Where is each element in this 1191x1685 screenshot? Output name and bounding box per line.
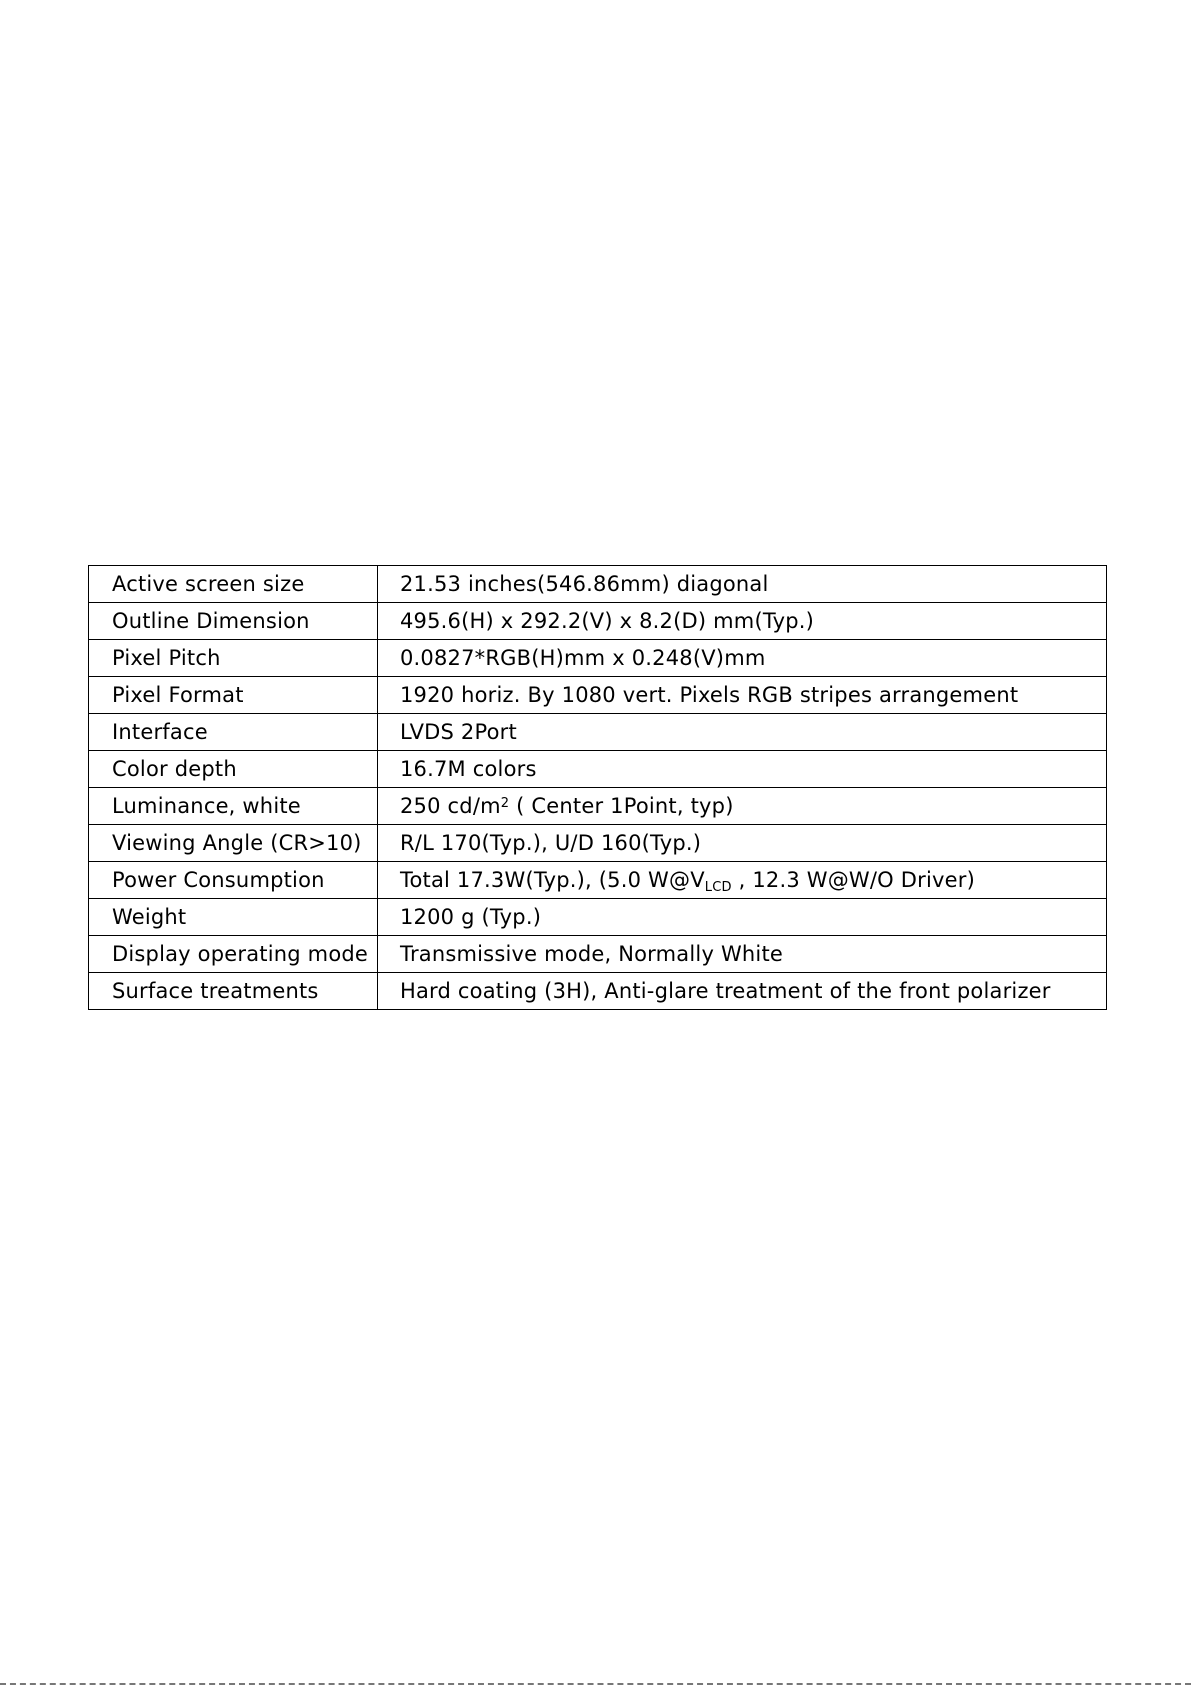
spec-label: Viewing Angle (CR>10) <box>89 825 378 862</box>
spec-label: Interface <box>89 714 378 751</box>
spec-label: Power Consumption <box>89 862 378 899</box>
spec-label: Color depth <box>89 751 378 788</box>
spec-label: Pixel Format <box>89 677 378 714</box>
spec-label: Pixel Pitch <box>89 640 378 677</box>
spec-label: Display operating mode <box>89 936 378 973</box>
spec-value: 0.0827*RGB(H)mm x 0.248(V)mm <box>378 640 1107 677</box>
spec-label: Luminance, white <box>89 788 378 825</box>
table-row <box>89 640 1107 677</box>
table-row <box>89 936 1107 973</box>
spec-value: 21.53 inches(546.86mm) diagonal <box>378 566 1107 603</box>
table-row <box>89 788 1107 825</box>
table-row <box>89 973 1107 1010</box>
table-row <box>89 677 1107 714</box>
spec-value: 495.6(H) x 292.2(V) x 8.2(D) mm(Typ.) <box>378 603 1107 640</box>
table-row <box>89 825 1107 862</box>
spec-value: LVDS 2Port <box>378 714 1107 751</box>
spec-label: Surface treatments <box>89 973 378 1010</box>
table-row <box>89 603 1107 640</box>
spec-value: 1200 g (Typ.) <box>378 899 1107 936</box>
table-row <box>89 714 1107 751</box>
table-row <box>89 862 1107 899</box>
spec-value: 1920 horiz. By 1080 vert. Pixels RGB stripes arrangement <box>378 677 1107 714</box>
spec-value-suffix: , 12.3 W@W/O Driver) <box>731 868 975 892</box>
table-row <box>89 751 1107 788</box>
spec-value: Transmissive mode, Normally White <box>378 936 1107 973</box>
spec-value: 16.7M colors <box>378 751 1107 788</box>
spec-value-superscript: 2 <box>500 796 510 811</box>
spec-value: Hard coating (3H), Anti-glare treatment of the front polarizer <box>378 973 1107 1010</box>
spec-value-subscript: LCD <box>704 880 732 895</box>
spec-value <box>378 788 1107 825</box>
specification-table <box>88 565 1107 1010</box>
spec-value <box>378 862 1107 899</box>
spec-value-main: Total 17.3W(Typ.), (5.0 W@V <box>400 868 705 892</box>
spec-label: Outline Dimension <box>89 603 378 640</box>
table-row <box>89 899 1107 936</box>
spec-value: R/L 170(Typ.), U/D 160(Typ.) <box>378 825 1107 862</box>
spec-label: Active screen size <box>89 566 378 603</box>
spec-label: Weight <box>89 899 378 936</box>
table-row <box>89 566 1107 603</box>
spec-value-suffix: ( Center 1Point, typ) <box>509 794 734 818</box>
spec-value-main: 250 cd/m <box>400 794 501 818</box>
